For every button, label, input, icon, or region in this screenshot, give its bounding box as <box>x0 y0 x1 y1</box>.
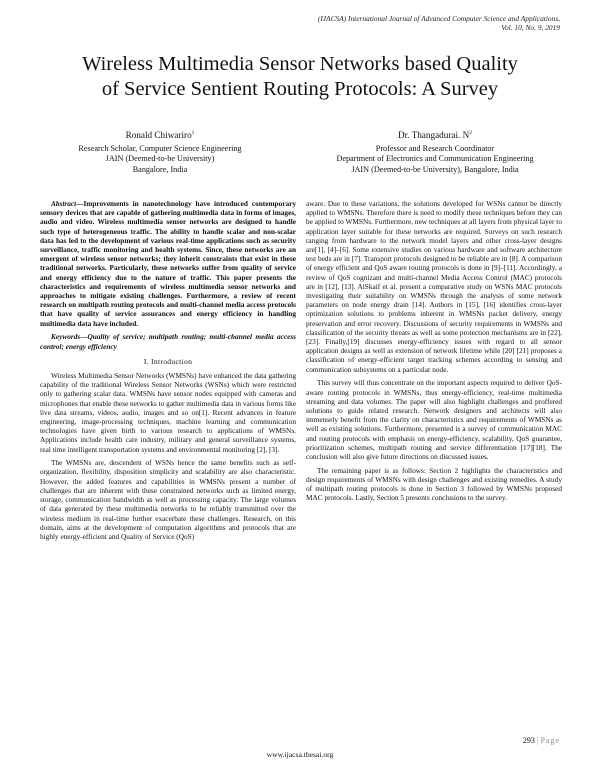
body-paragraph: aware. Due to these variations, the solutions developed for WSNs cannot be directly applied to WMSNs. Therefore there is need to modify these techniques before they can be applied to WMSNs. Furthermore, new techniques at all layers from physical layer to application layer suitable for these networks are required. Surveys on such research ranging from hardware to the network model layers and other cross-layer designs are[1], [4]–[6]. Some extensive studies on various hardware and software architecture test beds are in [7]. Transport protocols designed to be reliable are in [8]. A comparison of energy efficient and QoS aware routing protocols is done in [9]–[11]. Accordingly, a review of QoS cognizant and multi-channel Media Access Control (MAC) protocols are in [12], [13]. AlSkaif et al. present a comparative study on WSNs MAC protocols investigating their suitability on WMSNs through the analysis of some network parameters on node energy drain [14]. Authors in [15], [16] identifies cross-layer optimization solutions to problems inherent in WMSNs packet delivery, energy preservation and error recovery. Discussions of security requirements in WMSNs and classification of the security threats as well as some protection mechanisms are in [22], [23]. Finally,[19] discusses energy-efficiency issues with regard to all sensor application designs as well as extension of network lifetime while [20] [21] proposes a classification of energy-efficient target tracking schemes according to sensing and communication subsystems on a particular node. <box>306 199 562 374</box>
abstract: Abstract—Improvements in nanotechnology have introduced contemporary sensory devices that are capable of gathering multimedia data in forms of images, audio and video. Wireless multimedia sensor networks are designed to handle such type of heterogeneous traffic. The ability to handle scalar and non-scalar data has led to the development of various real-time applications such as security surveillance, traffic monitoring and health systems. Since, these networks are an emergent of wireless sensor networks; they inherit constraints that exist in these traditional networks. Particularly, these networks suffer from quality of service and energy efficiency due to the nature of traffic. This paper presents the characteristics and requirements of wireless multimedia sensor networks and approaches to mitigate existing challenges. Furthermore, a review of recent research on multipath routing protocols and multi-channel media access protocols that have quality of service assurances and energy efficiency in handling multimedia data have included. <box>40 199 296 328</box>
journal-name: (IJACSA) International Journal of Advanced Computer Science and Applications, <box>317 14 560 23</box>
body-paragraph: Wireless Multimedia Sensor Networks (WMSNs) have enhanced the data gathering capability of the traditional Wireless Sensor Networks (WSNs) which were restricted only to gathering scalar data. WMSNs have sensor nodes equipped with cameras and microphones that enable these networks to gather multimedia data in various forms like live data streams, videos, audio, images and so on[1]. Recent advances in feature engineering, image-processing techniques, machine learning and communication technologies have given birth to various research to applications of WMSNs. Applications include health care industry, military and general surveillance systems, real time intelligent transportation systems and environmental monitoring [2], [3]. <box>40 370 296 454</box>
journal-header <box>200 14 560 32</box>
author-affiliation: JAIN (Deemed-to-be University) <box>105 154 215 164</box>
right-column <box>306 199 562 507</box>
title-line-2: of Service Sentient Routing Protocols: A Survey <box>101 78 499 100</box>
body-paragraph: The WMSNs are, descendent of WSNs hence the same benefits such as self-organization, flexibility, disposition simplicity and scalability are also characteristic. However, the added features and capabilities in WMSNs present a number of challenges that are inherent with these constrained networks such as limited energy, storage, communication bandwidth as well as processing capacity. The large volumes of data generated by these multimedia networks to be reliably transmitted over the wireless medium in real-time further exacerbate these challenges. Research, on this domain, aims at the development of computation algorithms and protocols that are highly energy-efficient and Quality of Service (QoS) <box>40 458 296 541</box>
author-affiliation: Research Scholar, Computer Science Engineering <box>78 143 242 153</box>
title-line-1: Wireless Multimedia Sensor Networks based Quality <box>82 53 518 75</box>
author-block-1 <box>50 128 270 175</box>
body-paragraph: The remaining paper is as follows: Section 2 highlights the characteristics and design requirements of WMSNs with design challenges and existing remedies. A study of multipath routing protocols is done in Section 3 followed by WMSNs proposed MAC protocols. Lastly, Section 5 presents conclusions to the survey. <box>306 465 562 503</box>
author-block-2 <box>310 128 560 175</box>
author-affiliation: Bangalore, India <box>132 164 188 174</box>
author-name: Ronald Chiwariro$^1$ <box>125 130 195 141</box>
body-paragraph: This survey will thus concentrate on the important aspects required to deliver QoS-aware routing protocols in WMSNs, thus energy-efficiency, real-time multimedia streaming and data volumes. The paper will also highlight challenges and proffered solutions to guide related research. Network designers and architects will also immensely benefit from the clarity on characteristics and requirements of WMSNs as well as existing solutions. Furthermore, presented is a survey of communication MAC and routing protocols with emphasis on energy-efficiency, scalability, QoS guarantee, prioritization schemes, multipath routing and service differentiation [17][18]. The conclusion will also give future directions on discussed issues. <box>306 378 562 461</box>
paper-title <box>30 52 570 102</box>
page-number: 293 | Page <box>522 736 560 745</box>
author-name: Dr. Thangadurai. $N^2$ <box>397 130 473 141</box>
section-heading-introduction: I. Introduction <box>143 356 193 366</box>
keywords: Keywords—Quality of service; multipath routing; multi-channel media access control; energy efficiency <box>40 332 296 351</box>
author-affiliation: Professor and Research Coordinator <box>375 143 495 153</box>
author-affiliation: JAIN (Deemed-to-be University), Bangalore, India <box>351 164 519 174</box>
footer-url[interactable]: www.ijacsa.thesai.org <box>266 750 334 759</box>
author-affiliation: Department of Electronics and Communication Engineering <box>336 154 534 164</box>
journal-volume: Vol. 10, No. 9, 2019 <box>501 23 560 32</box>
left-column <box>40 199 296 546</box>
